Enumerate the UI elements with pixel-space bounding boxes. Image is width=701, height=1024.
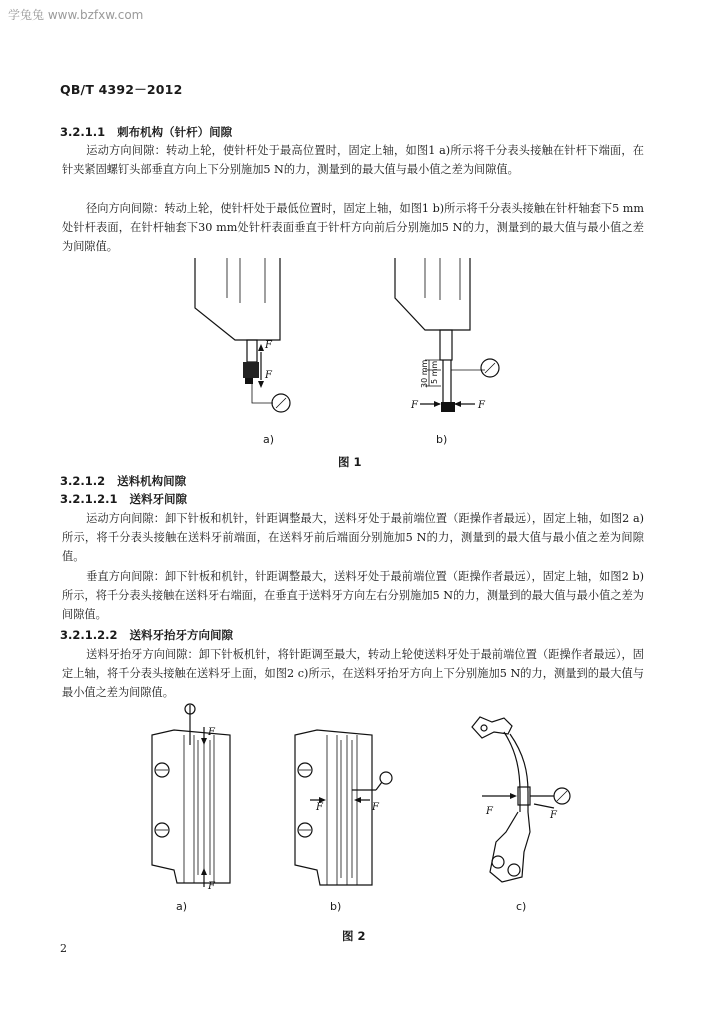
figure-1a-caption: a)	[263, 433, 275, 446]
figure-2c	[462, 712, 592, 892]
paragraph-32121-2: 垂直方向间隙：卸下针板和机针，针距调整最大，送料牙处于最前端位置（距操作者最远），固定上轴，如图2 b)所示，将千分表头接触在送料牙右端面，在垂直于送料牙方向左右分别施加5 N的力，测量到的最大值与最小值之差为间隙值。	[62, 570, 644, 621]
dimension-30mm: 30 mm	[420, 359, 429, 388]
force-label: F	[316, 802, 323, 813]
heading-32121: 3.2.1.2.1 送料牙间隙	[60, 492, 187, 506]
figure-2b	[290, 720, 400, 890]
heading-3212: 3.2.1.2 送料机构间隙	[60, 474, 187, 488]
force-label: F	[208, 881, 215, 892]
force-label: F	[411, 400, 418, 411]
paragraph-32122-1: 送料牙抬牙方向间隙：卸下针板机针，将针距调至最大，转动上轮使送料牙处于最前端位置（距操作者最远），固定上轴，将千分表头接触在送料牙上面，如图2 c)所示，在送料牙抬牙方向上下分别施加5 N的力，测量到的最大值与最小值之差为间隙值。	[62, 648, 644, 699]
force-label: F	[372, 802, 379, 813]
figure-2c-caption: c)	[516, 900, 527, 913]
figure-2a	[142, 705, 242, 895]
heading-3211: 3.2.1.1 刺布机构（针杆）间隙	[60, 125, 233, 139]
figure-2-title: 图 2	[342, 929, 366, 943]
force-label: F	[478, 400, 485, 411]
force-label: F	[208, 727, 215, 738]
force-label: F	[265, 370, 272, 381]
figure-2b-caption: b)	[330, 900, 342, 913]
page-number: 2	[60, 942, 67, 955]
dimension-5mm: 5 mm	[430, 360, 439, 384]
paragraph-3211-1: 运动方向间隙：转动上轮，使针杆处于最高位置时，固定上轴，如图1 a)所示将千分表头接触在针杆下端面，在针夹紧固螺钉头部垂直方向上下分别施加5 N的力，测量到的最大值与最小值之差为间隙值。	[62, 144, 644, 176]
force-label: F	[550, 810, 557, 821]
force-label: F	[486, 806, 493, 817]
figure-2a-caption: a)	[176, 900, 188, 913]
watermark: 学兔兔 www.bzfxw.com	[8, 8, 144, 22]
paragraph-3211-2: 径向方向间隙：转动上轮，使针杆处于最低位置时，固定上轴，如图1 b)所示将千分表头接触在针杆轴套下5 mm处针杆表面，在针杆轴套下30 mm处针杆表面垂直于针杆方向前后分别施加5 N的力，测量到的最大值与最小值之差为间隙值。	[62, 202, 644, 253]
paragraph-32121-1: 运动方向间隙：卸下针板和机针，针距调整最大，送料牙处于最前端位置（距操作者最远），固定上轴，如图2 a)所示，将千分表头接触在送料牙前端面，在送料牙前后端面分别施加5 N的力，测量到的最大值与最小值之差为间隙值。	[62, 512, 644, 563]
figure-1b	[385, 258, 525, 418]
figure-1b-caption: b)	[436, 433, 448, 446]
standard-number: QB/T 4392－2012	[60, 82, 183, 97]
figure-1a	[185, 258, 315, 413]
figure-1-title: 图 1	[338, 455, 362, 469]
force-label: F	[265, 340, 272, 351]
heading-32122: 3.2.1.2.2 送料牙抬牙方向间隙	[60, 628, 233, 642]
